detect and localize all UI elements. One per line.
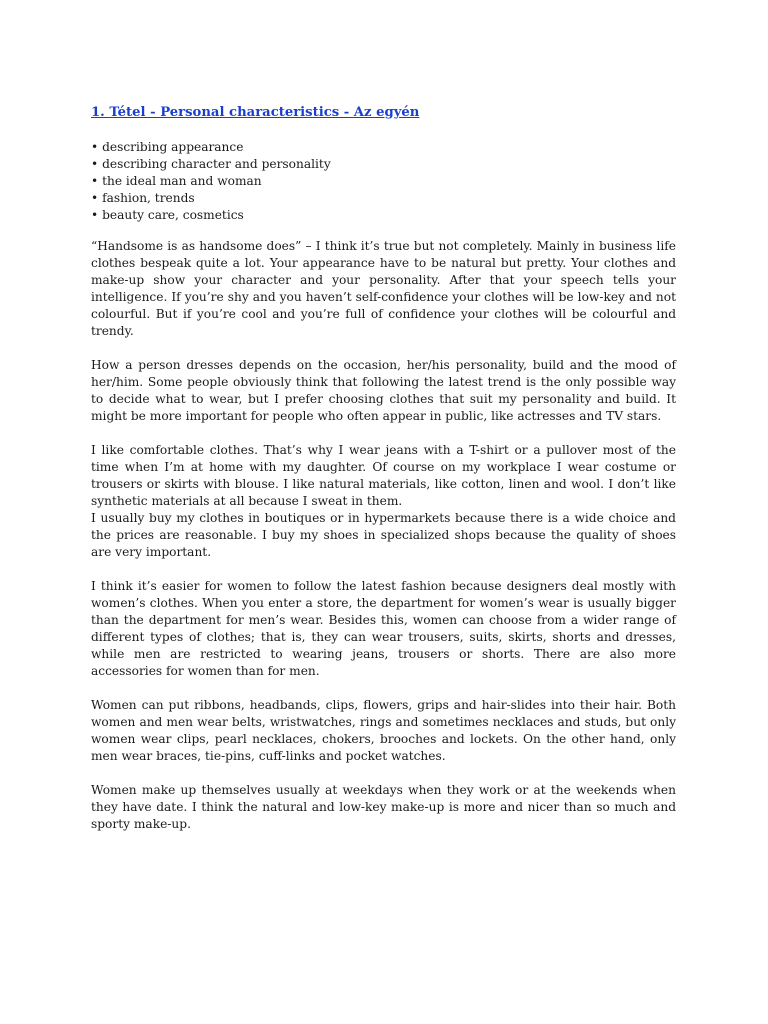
list-item	[91, 173, 676, 190]
paragraph-comfortable-clothes: I like comfortable clothes. That’s why I wear jeans with a T-shirt or a pullover most of the time when I’m at home with my daughter. Of course on my workplace I wear costume or trousers or skirts with blouse. I like natural materials, like cotton, linen and wool. I don’t like synthetic materials at all because I sweat in them.	[91, 443, 676, 508]
document-title: 1. Tétel - Personal characteristics - Az egyén	[91, 105, 420, 120]
bullet-marker: •	[91, 174, 99, 188]
paragraph-shopping: I usually buy my clothes in boutiques or in hypermarkets because there is a wide choice and the prices are reasonable. I buy my shoes in specialized shops because the quality of shoes are very important.	[91, 511, 676, 559]
list-item-text: describing appearance	[102, 140, 244, 154]
list-item-text: fashion, trends	[102, 191, 195, 205]
bullet-marker: •	[91, 191, 99, 205]
document-page	[91, 103, 676, 850]
paragraph-fashion-women: I think it’s easier for women to follow the latest fashion because designers deal mostly with women’s clothes. When you enter a store, the department for women’s wear is usually bigger than the department for men’s wear. Besides this, women can choose from a wider range of different types of clothes; that is, they can wear trousers, suits, skirts, shorts and dresses, while men are restricted to wearing jeans, trousers or shorts. There are also more accessories for women than for men.	[91, 579, 676, 678]
list-item	[91, 207, 676, 224]
bullet-marker: •	[91, 157, 99, 171]
topic-list	[91, 139, 676, 224]
paragraph-dressing: How a person dresses depends on the occasion, her/his personality, build and the mood of her/him. Some people obviously think that following the latest trend is the only possible way to decide what to wear, but I prefer choosing clothes that suit my personality and build. It might be more important for people who often appear in public, like actresses and TV stars.	[91, 358, 676, 423]
paragraph-make-up: Women make up themselves usually at weekdays when they work or at the weekends when they have date. I think the natural and low-key make-up is more and nicer than so much and sporty make-up.	[91, 783, 676, 831]
list-item-text: the ideal man and woman	[102, 174, 262, 188]
bullet-marker: •	[91, 208, 99, 222]
paragraph-accessories: Women can put ribbons, headbands, clips, flowers, grips and hair-slides into their hair. Both women and men wear belts, wristwatches, rings and sometimes necklaces and studs, but only women wear clips, pearl necklaces, chokers, brooches and lockets. On the other hand, only men wear braces, tie-pins, cuff-links and pocket watches.	[91, 698, 676, 763]
list-item	[91, 156, 676, 173]
paragraph-appearance: “Handsome is as handsome does” – I think it’s true but not completely. Mainly in business life clothes bespeak quite a lot. Your appearance have to be natural but pretty. Your clothes and make-up show your character and your personality. After that your speech tells your intelligence. If you’re shy and you haven’t self-confidence your clothes will be low-key and not colourful. But if you’re cool and you’re full of confidence your clothes will be colourful and trendy.	[91, 239, 676, 338]
bullet-marker: •	[91, 140, 99, 154]
list-item-text: beauty care, cosmetics	[102, 208, 244, 222]
list-item	[91, 190, 676, 207]
list-item	[91, 139, 676, 156]
list-item-text: describing character and personality	[102, 157, 331, 171]
